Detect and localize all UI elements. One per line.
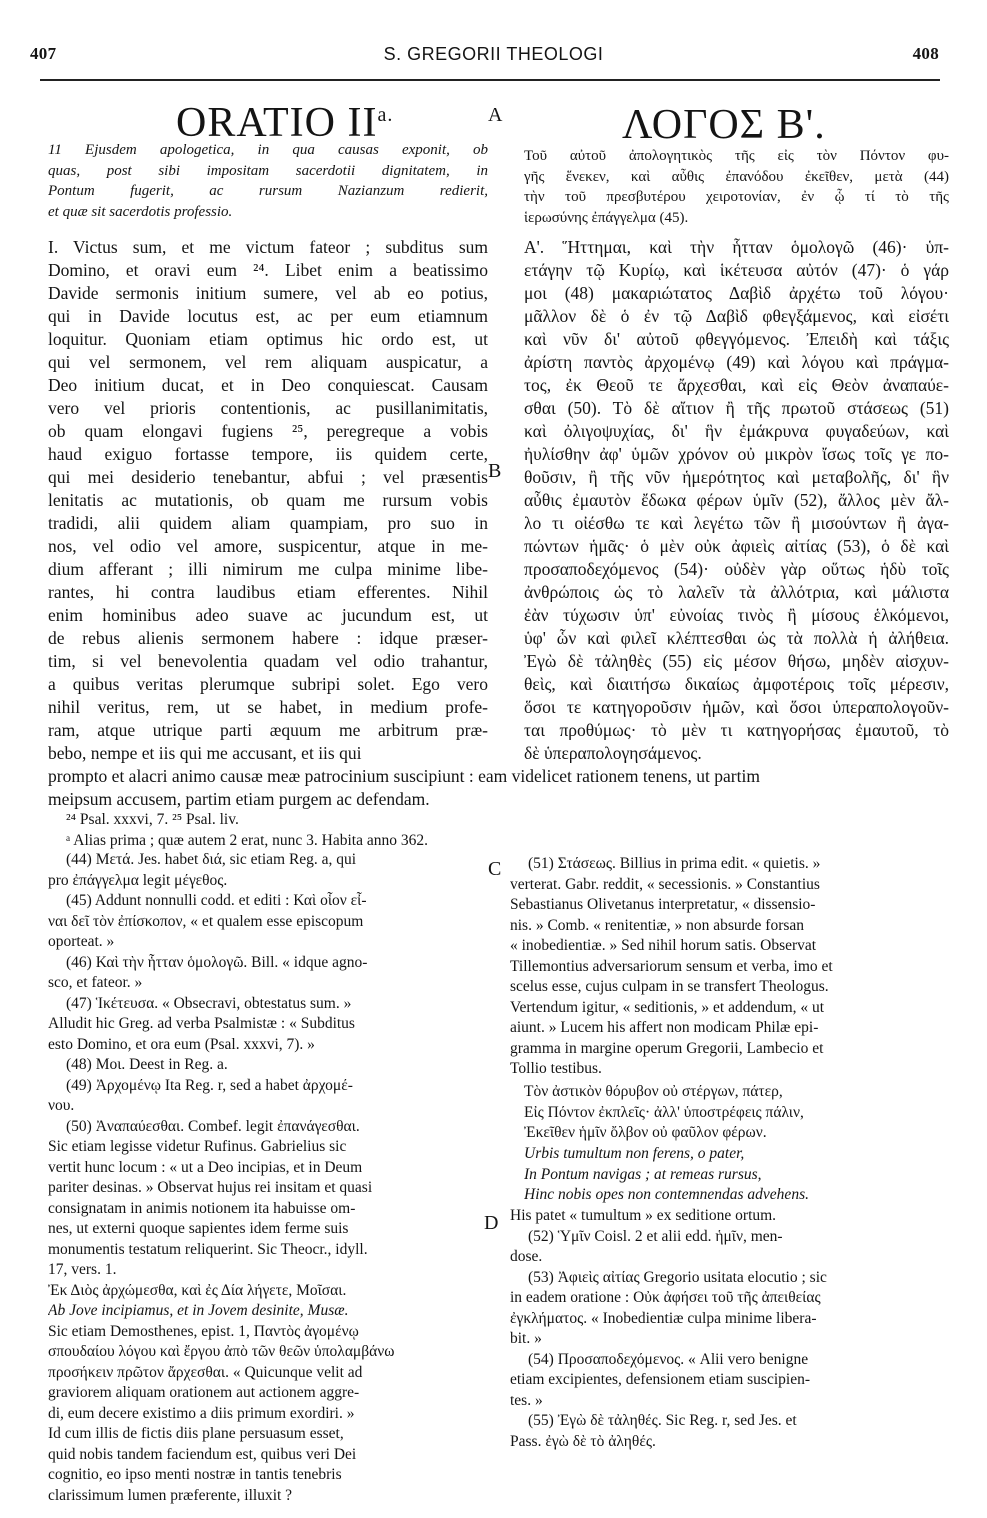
greek-heading: ΛΟΓΟΣ Β'. <box>622 102 826 148</box>
note-left-line: clarissimum lumen præferente, illuxit ? <box>48 1486 293 1504</box>
note-right-line: Tillemontius adversariorum sensum et verba, imo et <box>510 957 833 975</box>
header-rule <box>40 79 940 81</box>
latin-body-line: tim, si vel benevolentia quadam vel odio trahantur, <box>48 651 488 671</box>
latin-body-line: bebo, nempe et iis qui me accusant, et iis qui <box>48 743 362 763</box>
greek-body-line: ἐὰν τύχωσιν ὑπ' εὐνοίας τινὸς ἢ μίσους ἑλκόμενοι, <box>524 605 949 625</box>
note-left-line: (48) Μοι. Deest in Reg. a. <box>66 1056 228 1073</box>
latin-body-line: enim hominibus adeo suave ac jucundum est, ut <box>48 605 488 625</box>
note-left-line: ναι δεῖ τὸν ἐπίσκοπον, « et qualem esse episcopum <box>48 912 364 930</box>
latin-heading <box>176 92 393 146</box>
latin-body-line: tradidi, alii quidem aliam quampiam, pro suo in <box>48 513 488 533</box>
note-left-line: quid nobis tandem faciendum est, quibus veri Dei <box>48 1445 357 1463</box>
footnote-line: ²⁴ Psal. xxxvi, 7. ²⁵ Psal. liv. <box>66 811 239 828</box>
note-right-line: Sebastianus Olivetanus interpretatur, « dissensio- <box>510 896 816 913</box>
greek-body-line: σθαι (50). Τὸ δὲ αἴτιον ἢ τῆς πρωτοῦ στάσεως (51) <box>524 398 949 418</box>
note-left-line: (49) Ἀρχομένῳ Ita Reg. r, sed a habet ἀρχομέ- <box>66 1076 353 1094</box>
epigram-greek <box>524 1082 944 1144</box>
notes-right-column-continued <box>510 1206 946 1452</box>
latin-body-continuation <box>48 765 948 811</box>
greek-body <box>524 236 949 765</box>
latin-body-line: dium afferant ; illi nimirum me culpa minime libe- <box>48 559 488 579</box>
right-page-number: 408 <box>912 44 939 63</box>
footnote-line: ᵃ Alias prima ; quæ autem 2 erat, nunc 3. Habita anno 362. <box>66 831 428 849</box>
note-left-line: Sic etiam legisse videtur Rufinus. Gabrielius sic <box>48 1138 347 1155</box>
greek-body-line: ται προθύμως· τὸ μὲν τι κατηγορήσας ἐμαυτοῦ, τὸ <box>524 720 949 740</box>
greek-body-line: μοι (48) μακαριώτατος Δαβὶδ ἀρχέτω τοῦ λόγου· <box>524 283 949 303</box>
latin-body-line: nihil veritus, rem, ut se habet, in medium profe- <box>48 697 488 717</box>
latin-body-line: qui mei desiderio tenebantur, abfui ; vel præsentis <box>48 467 488 487</box>
latin-summary-line: 11 Ejusdem apologetica, in qua causas exponit, ob <box>48 142 488 158</box>
greek-body-line: ετάγην τῷ Κυρίῳ, καὶ ἱκέτευσα αὐτόν (47)· ὁ γάρ <box>524 260 949 280</box>
greek-body-line: μᾶλλον δὲ ὁ ἐν τῷ Δαβὶδ φθεγξάμενος, καὶ εἰσέτι <box>524 306 949 326</box>
epigram-greek-line: Ἐκεῖθεν ἡμῖν ὄλβον οὐ φαῦλον φέρων. <box>524 1124 767 1141</box>
latin-body-line: haud exiguo fortasse tempore, iis quidem certe, <box>48 444 488 464</box>
note-right-2-line: His patet « tumultum » ex seditione ortum. <box>510 1207 777 1224</box>
note-left-line: 17, vers. 1. <box>48 1261 117 1278</box>
greek-body-line: ὅσοι τε κατηγοροῦσιν ἡμῶν, καὶ ὅσοι ὑπεραπολογοῦν- <box>524 697 949 717</box>
epigram-latin-line: Urbis tumultum non ferens, o pater, <box>524 1145 745 1162</box>
note-left-line: pariter desinas. » Observat hujus rei insitam et quasi <box>48 1179 373 1196</box>
note-left-line: Id cum illis de fictis diis plane persuasum esset, <box>48 1425 344 1442</box>
note-left-line: νου. <box>48 1097 75 1114</box>
greek-body-line: αὖθις ἐμαυτὸν ἔδωκα φέρων ὑμῖν (52), ἄλλος μὲν ἄλ- <box>524 490 949 510</box>
latin-full-line: prompto et alacri animo causæ meæ patrocinium suscipiunt : eam videlicet rationem tenens, ut partim <box>48 766 760 786</box>
epigram-latin-line: In Pontum navigas ; at remeas rursus, <box>524 1165 762 1183</box>
greek-body-line: θεὶς, καὶ διαιτήσω δικαίως ἀμφοτέροις τοῖς μέρεσιν, <box>524 674 949 694</box>
latin-body-line: nos, vel odio vel amore, suspicentur, atque in me- <box>48 536 488 556</box>
note-left-line: graviorem aliquam orationem aut actionem aggre- <box>48 1384 360 1401</box>
latin-summary-line: et quæ sit sacerdotis professio. <box>48 203 233 220</box>
note-right-2-line: etiam excipientes, defensionem etiam suscipien- <box>510 1371 810 1388</box>
note-right-2-line: tes. » <box>510 1391 543 1409</box>
footnotes <box>66 810 946 851</box>
note-left-line: sco, et fateor. » <box>48 974 143 991</box>
note-left-line: Sic etiam Demosthenes, epist. 1, Παντὸς ἀγομένῳ <box>48 1322 359 1340</box>
epigram-latin-line: Hinc nobis opes non contemnendas advehens. <box>524 1186 809 1203</box>
latin-body-line: Deo initium ducat, et in Deo conquiescat. Causam <box>48 375 488 395</box>
latin-body <box>48 236 488 765</box>
latin-body-line: Domino, et oravi eum ²⁴. Libet enim a beatissimo <box>48 260 488 280</box>
greek-body-line: ὑφ' ὧν καὶ φιλεῖ κλέπτεσθαι ὡς τὰ πολλὰ ἡ ἀλήθεια. <box>524 628 949 648</box>
note-left-line: (47) Ἱκέτευσα. « Obsecravi, obtestatus sum. » <box>66 994 352 1012</box>
latin-body-line: loquitur. Quoniam etiam optimus hic ordo est, ut <box>48 329 488 349</box>
margin-letter-d: D <box>484 1212 499 1234</box>
note-left-line: σπουδαίου λόγου καὶ ἔργου ἀπὸ τῶν θεῶν ὑπολαμβάνω <box>48 1343 395 1360</box>
note-right-line: Vertendum igitur, « seditionis, » et addendum, « ut <box>510 998 825 1016</box>
note-right-2-line: (54) Προσαποδεχόμενος. « Alii vero benigne <box>528 1350 809 1368</box>
margin-letter-b: B <box>488 460 502 482</box>
latin-body-line: Davide sermonis initium sumere, vel ab eo potius, <box>48 283 488 303</box>
epigram-latin <box>524 1144 944 1206</box>
greek-summary-line: τὴν τοῦ πρεσβυτέρου χειροτονίαν, ἐν ᾧ τί τὸ τῆς <box>524 189 949 205</box>
latin-body-line: de rebus alienis sermonem habere : idque præser- <box>48 628 488 648</box>
latin-heading-text: ORATIO II <box>176 100 378 146</box>
note-right-line: verterat. Gabr. reddit, « secessionis. » Constantius <box>510 875 820 893</box>
latin-body-line: ram, atque utrique parti æquum me arbitrum præ- <box>48 720 488 740</box>
latin-body-line: qui vel sermonem, vel rem aliquam auspicatur, a <box>48 352 488 372</box>
note-right-line: (51) Στάσεως. Billius in prima edit. « quietis. » <box>528 855 821 872</box>
latin-body-line: a quibus veritas plerumque subripi solet. Ego vero <box>48 674 488 694</box>
greek-body-line: λο τι οἰέσθω τε καὶ λεγέτω τῶν ἢ μισούντων ἢ ἀγα- <box>524 513 949 533</box>
note-right-2-line: dose. <box>510 1248 543 1265</box>
latin-body-line: I. Victus sum, et me victum fateor ; subditus sum <box>48 237 488 257</box>
note-right-2-line: (55) Ἐγὼ δὲ τἀληθές. Sic Reg. r, sed Jes. et <box>528 1412 797 1429</box>
latin-summary-line: quas, post sibi impositam sacerdotii dignitatem, in <box>48 162 488 179</box>
latin-body-line: lenitatis ac mutationis, ob quam me rursum vobis <box>48 490 488 510</box>
latin-full-line: meipsum accusem, partim etiam purgem ac defendam. <box>48 789 430 809</box>
greek-body-line: καὶ ὀλιγοψυχίας, δι' ἣν ἐμάκρυνα φυγαδεύων, καὶ <box>524 421 949 441</box>
note-left-line: esto Domino, et ora eum (Psal. xxxvi, 7). » <box>48 1035 315 1053</box>
note-left-line: oporteat. » <box>48 933 115 950</box>
greek-body-line: τος, ἐκ Θεοῦ τε ἄρχεσθαι, καὶ εἰς Θεὸν ἀναπαύε- <box>524 375 949 395</box>
latin-body-line: rantes, hi contra laudibus etiam efferentes. Nihil <box>48 582 488 602</box>
latin-summary <box>48 140 488 222</box>
note-left-line: (45) Addunt nonnulli codd. et editi : Καὶ οἷον εἶ- <box>66 892 367 909</box>
note-right-2-line: ἐγκλήματος. « Inobedientiæ culpa minime libera- <box>510 1309 817 1327</box>
note-right-2-line: Pass. ἐγὼ δὲ τὸ ἀληθές. <box>510 1432 656 1450</box>
note-left-line: monumentis testatum reliquerint. Sic Theocr., idyll. <box>48 1240 368 1258</box>
note-left-line: nes, ut externi quoque sapientes idem ferme suis <box>48 1220 349 1237</box>
greek-body-line: ἠυλίσθην ἀφ' ὑμῶν χρόνον οὐ μικρὸν ἴσως τοῖς γε πο- <box>524 444 949 464</box>
note-right-line: « inobedientiæ. » Sed nihil horum satis. Observat <box>510 937 817 954</box>
note-left-line: (46) Καὶ τὴν ἧτταν ὁμολογῶ. Bill. « idque agno- <box>66 953 368 971</box>
latin-summary-line: Pontum fugerit, ac rursum Nazianzum redierit, <box>48 183 488 199</box>
note-left-line: (50) Ἀναπαύεσθαι. Combef. legit ἐπανάγεσθαι. <box>66 1117 360 1135</box>
notes-left-column <box>48 850 488 1506</box>
greek-body-line: καὶ νῦν δι' αὐτοῦ φθεγγόμενος. Ἐπειδὴ καὶ τάξις <box>524 329 949 349</box>
note-right-2-line: (52) Ὑμῖν Coisl. 2 et alii edd. ἡμῖν, men- <box>528 1227 783 1245</box>
note-right-2-line: (53) Ἀφιεὶς αἰτίας Gregorio usitata elocutio ; sic <box>528 1268 827 1286</box>
epigram-greek-line: Τὸν ἀστικὸν θόρυβον οὐ στέργων, πάτερ, <box>524 1083 783 1100</box>
note-left-line: pro ἐπάγγελμα legit μέγεθος. <box>48 871 228 889</box>
greek-body-line: ἀνθρώποις ὡς τὸ λαλεῖν τὰ ἀλλότρια, καὶ μάλιστα <box>524 582 949 602</box>
note-left-line: Ἐκ Διὸς ἀρχώμεσθα, καὶ ἐς Δία λήγετε, Μοῖσαι. <box>48 1281 347 1299</box>
note-right-line: scelus esse, cujus culpam in se transfert Theologus. <box>510 978 829 995</box>
note-right-2-line: bit. » <box>510 1330 542 1347</box>
greek-body-line: πώντων ἡμᾶς· ὁ μὲν οὐκ ἀφιεὶς αἰτίας (53), ὁ δὲ καὶ <box>524 536 949 556</box>
greek-body-line: δὲ ὑπεραπολογησάμενος. <box>524 743 702 763</box>
latin-body-line: ob quam elongavi fugiens ²⁵, peregreque a vobis <box>48 421 488 441</box>
latin-body-line: vero vel prioris contentionis, ac pusillanimitatis, <box>48 398 488 418</box>
margin-letter-a: A <box>488 104 503 126</box>
note-left-line: cognitio, eo ipso menti nostræ in tantis tenebris <box>48 1466 342 1483</box>
greek-body-line: Α'. Ἥττημαι, καὶ τὴν ἧτταν ὁμολογῶ (46)· ὑπ- <box>524 237 949 257</box>
greek-summary-line: ἱερωσύνης ἐπάγγελμα (45). <box>524 209 689 226</box>
note-left-line: di, eum decere existimo a diis primum exordiri. » <box>48 1404 355 1422</box>
note-right-line: aiunt. » Lucem his affert non modicam Philæ epi- <box>510 1019 819 1036</box>
greek-body-line: ἀρίστη παντὸς ἀρχομένῳ (49) καὶ λόγου καὶ πράγμα- <box>524 352 949 372</box>
note-left-line: προσήκειν πρῶτον ἄρχεσθαι. « Quicunque velit ad <box>48 1363 363 1381</box>
latin-heading-sup: a. <box>377 104 394 126</box>
greek-body-line: Ἐγὼ δὲ τἀληθὲς (55) εἰς μέσον θήσω, μηδὲν αἰσχυν- <box>524 651 949 671</box>
greek-body-line: προσαποδεχόμενος (54)· οὐδὲν γὰρ οὕτως ἡδὺ τοῖς <box>524 559 949 579</box>
greek-summary-line: γῆς ἕνεκεν, καὶ αὖθις ἐπανόδου ἐκεῖθεν, μετὰ (44) <box>524 168 949 185</box>
note-right-2-line: in eadem oratione : Οὐκ ἀφήσει τοῦ τῆς ἀπειθείας <box>510 1289 821 1306</box>
note-right-line: gramma in margine operum Gregorii, Lambecio et <box>510 1039 824 1057</box>
running-title: S. GREGORII THEOLOGI <box>383 44 604 64</box>
notes-right-column <box>510 854 946 1080</box>
note-left-line: Alludit hic Greg. ad verba Psalmistæ : « Subditus <box>48 1015 355 1032</box>
note-left-line: Ab Jove incipiamus, et in Jovem desinite, Musæ. <box>48 1302 349 1319</box>
note-right-line: nis. » Comb. « renitentiæ, » non absurde forsan <box>510 916 805 934</box>
greek-body-line: θοῦσιν, ἢ τῆς νῦν ἡμερότητος καὶ μεταβολῆς, δι' ἣν <box>524 467 949 487</box>
margin-letter-c: C <box>488 858 502 880</box>
note-right-line: Tollio testibus. <box>510 1060 602 1077</box>
note-left-line: (44) Μετά. Jes. habet διά, sic etiam Reg. a, qui <box>66 851 357 868</box>
note-left-line: vertit hunc locum : « ut a Deo incipias, et in Deum <box>48 1158 363 1176</box>
latin-body-line: qui in Davide locutus est, ac per eum etiamnum <box>48 306 488 326</box>
greek-summary <box>524 146 949 228</box>
epigram-greek-line: Εἰς Πόντον ἐκπλεῖς· ἀλλ' ὑποστρέφεις πάλιν, <box>524 1103 804 1121</box>
left-page-number: 407 <box>30 44 57 63</box>
greek-summary-line: Τοῦ αὐτοῦ ἀπολογητικὸς τῆς εἰς τὸν Πόντον φυ- <box>524 148 949 164</box>
note-left-line: consignatam in animis notionem ita habuisse om- <box>48 1199 356 1217</box>
